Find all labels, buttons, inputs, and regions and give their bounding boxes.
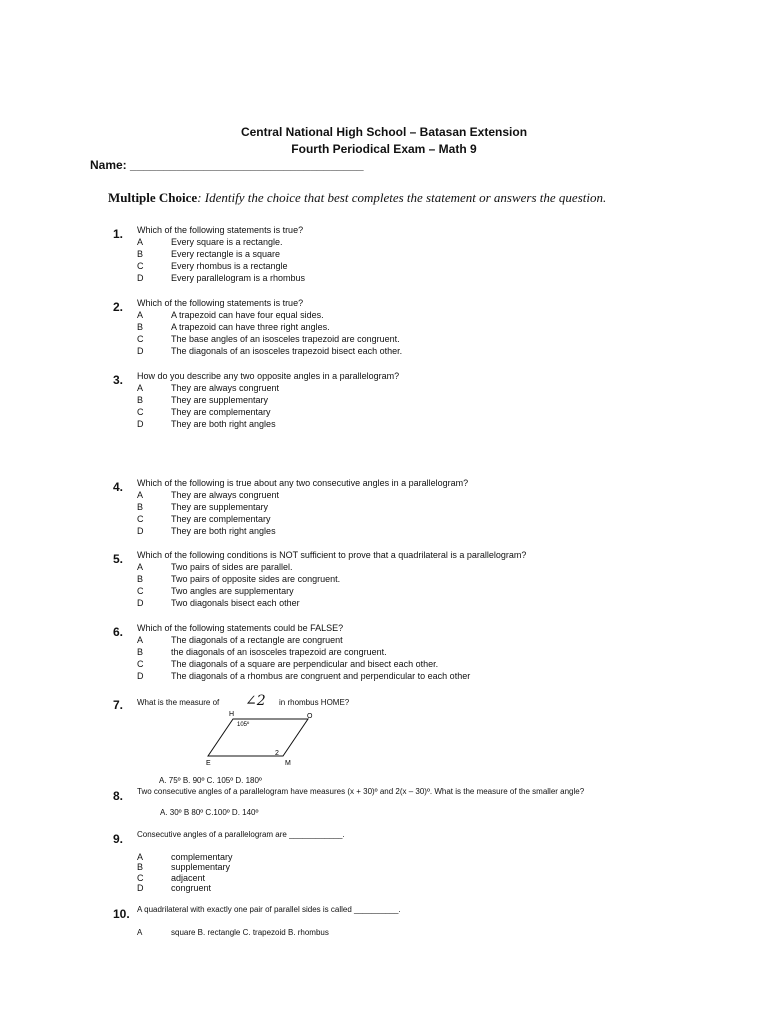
angle-2-label: 2 xyxy=(275,750,279,757)
vertex-h: H xyxy=(229,711,235,718)
option-text: the diagonals of an isosceles trapezoid are congruent. xyxy=(171,647,387,657)
option-letter: B xyxy=(137,395,144,405)
option-letter: C xyxy=(137,873,144,883)
question-number: 1. xyxy=(113,227,124,241)
option-text: They are both right angles xyxy=(171,419,276,429)
option-text: Two diagonals bisect each other xyxy=(171,598,300,608)
school-title: Central National High School – Batasan Extension xyxy=(240,125,528,139)
option-text: They are complementary xyxy=(171,407,271,417)
option-text: They are supplementary xyxy=(171,395,269,405)
option-letter: A xyxy=(137,237,144,247)
option-text: The diagonals of a square are perpendicular and bisect each other. xyxy=(171,659,439,669)
option-text: Two angles are supplementary xyxy=(171,586,294,596)
angle-105-label: 105º xyxy=(237,722,250,728)
option-letter: A xyxy=(137,310,144,320)
option-letter: A xyxy=(137,383,144,393)
question-text: Consecutive angles of a parallelogram are ____________. xyxy=(137,830,345,839)
option-text: A trapezoid can have four equal sides. xyxy=(171,310,324,320)
option-text: The diagonals of an isosceles trapezoid bisect each other. xyxy=(171,346,403,356)
option-text: The base angles of an isosceles trapezoid are congruent. xyxy=(171,334,400,344)
option-text: supplementary xyxy=(171,862,231,872)
option-letter: B xyxy=(137,647,144,657)
option-letter: C xyxy=(137,261,144,271)
question-text: Which of the following statements is true? xyxy=(137,298,304,308)
question-text: A quadrilateral with exactly one pair of parallel sides is called __________. xyxy=(137,905,401,914)
question-number: 4. xyxy=(113,480,124,494)
option-text: They are always congruent xyxy=(171,383,280,393)
option-text: Every parallelogram is a rhombus xyxy=(171,273,306,283)
question-text: Two consecutive angles of a parallelogram have measures (x + 30)º and 2(x – 30)º. What is the measure of the smaller angle? xyxy=(137,787,585,796)
q10-choices: square B. rectangle C. trapezoid B. rhombus xyxy=(171,928,329,937)
option-letter: B xyxy=(137,249,144,259)
option-letter: B xyxy=(137,502,144,512)
vertex-o: O xyxy=(307,713,313,720)
option-letter: B xyxy=(137,862,144,872)
option-letter: D xyxy=(137,273,144,283)
option-text: A trapezoid can have three right angles. xyxy=(171,322,330,332)
instructions xyxy=(108,190,606,206)
option-letter: D xyxy=(137,419,144,429)
question-number: 9. xyxy=(113,832,124,846)
option-text: adjacent xyxy=(171,873,206,883)
option-text: The diagonals of a rhombus are congruent and perpendicular to each other xyxy=(171,671,471,681)
q7-choices: A. 75º B. 90º C. 105º D. 180º xyxy=(159,776,262,785)
question-text: Which of the following statements could be FALSE? xyxy=(137,623,344,633)
question-number: 8. xyxy=(113,789,124,803)
option-letter: A xyxy=(137,490,144,500)
question-number: 7. xyxy=(113,698,124,712)
option-text: They are supplementary xyxy=(171,502,269,512)
question-text: Which of the following conditions is NOT sufficient to prove that a quadrilateral is a parallelogram? xyxy=(137,550,527,560)
instructions-title: Multiple Choice xyxy=(108,190,198,205)
question-number: 3. xyxy=(113,373,124,387)
rhombus-shape xyxy=(208,719,308,756)
option-letter: A xyxy=(137,562,144,572)
option-letter: C xyxy=(137,407,144,417)
option-text: Every rhombus is a rectangle xyxy=(171,261,288,271)
option-letter: D xyxy=(137,526,144,536)
option-letter: C xyxy=(137,334,144,344)
option-text: Every rectangle is a square xyxy=(171,249,281,259)
name-field-label: Name: ___________________________________ xyxy=(90,158,364,172)
option-text: Two pairs of sides are parallel. xyxy=(171,562,293,572)
option-letter: D xyxy=(137,671,144,681)
instructions-text: : Identify the choice that best completes the statement or answers the question. xyxy=(197,190,607,205)
option-text: The diagonals of a rectangle are congruent xyxy=(171,635,343,645)
option-text: Every square is a rectangle. xyxy=(171,237,283,247)
option-letter: C xyxy=(137,514,144,524)
option-letter: C xyxy=(137,586,144,596)
question-number: 10. xyxy=(113,907,130,921)
question-number: 6. xyxy=(113,625,124,639)
exam-title: Fourth Periodical Exam – Math 9 xyxy=(291,142,477,156)
option-letter: B xyxy=(137,322,144,332)
question-text: Which of the following statements is true? xyxy=(137,225,304,235)
question-text-rest: in rhombus HOME? xyxy=(279,698,350,707)
question-text: Which of the following is true about any two consecutive angles in a parallelogram? xyxy=(137,478,469,488)
q10-letter: A xyxy=(137,928,143,937)
option-text: Two pairs of opposite sides are congruent. xyxy=(171,574,341,584)
question-text: What is the measure of xyxy=(137,698,220,707)
option-text: congruent xyxy=(171,883,212,893)
option-letter: B xyxy=(137,574,144,584)
rhombus-home-figure xyxy=(205,707,315,769)
angle-symbol: ∠2 xyxy=(245,693,266,709)
option-letter: A xyxy=(137,635,144,645)
vertex-m: M xyxy=(285,760,291,767)
question-text: How do you describe any two opposite angles in a parallelogram? xyxy=(137,371,400,381)
q8-choices: A. 30º B 80º C.100º D. 140º xyxy=(160,808,259,817)
option-letter: D xyxy=(137,346,144,356)
option-letter: A xyxy=(137,852,144,862)
option-text: They are complementary xyxy=(171,514,271,524)
option-text: complementary xyxy=(171,852,233,862)
option-text: They are always congruent xyxy=(171,490,280,500)
option-text: They are both right angles xyxy=(171,526,276,536)
question-number: 2. xyxy=(113,300,124,314)
option-letter: D xyxy=(137,883,144,893)
question-number: 5. xyxy=(113,552,124,566)
option-letter: C xyxy=(137,659,144,669)
option-letter: D xyxy=(137,598,144,608)
vertex-e: E xyxy=(206,760,211,767)
